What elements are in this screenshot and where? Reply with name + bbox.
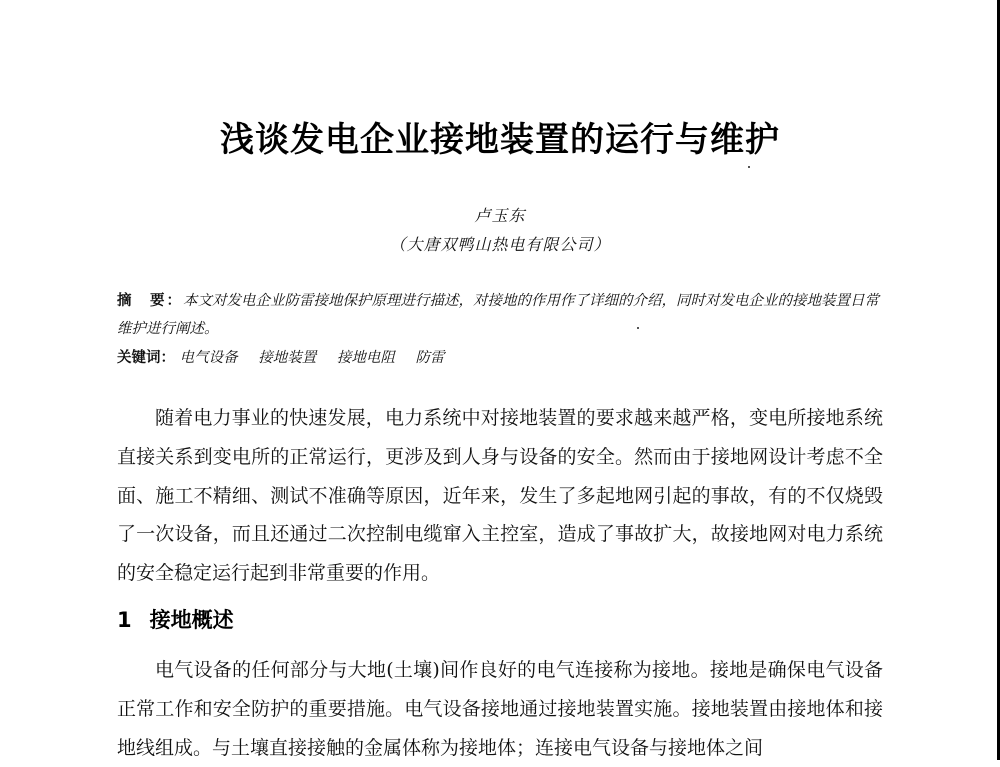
scan-speck [748, 166, 750, 168]
section-paragraph: 电气设备的任何部分与大地(土壤)间作良好的电气连接称为接地。接地是确保电气设备正常工作和安全防护的重要措施。电气设备接地通过接地装置实施。接地装置由接地体和接地线组成。与土壤直接接触的金属体称为接地体；连接电气设备与接地体之间 [117, 659, 883, 759]
section-title: 接地概述 [149, 608, 234, 632]
section-heading [117, 604, 234, 634]
intro-paragraph: 随着电力事业的快速发展，电力系统中对接地装置的要求越来越严格，变电所接地系统直接关系到变电所的正常运行，更涉及到人身与设备的安全。然而由于接地网设计考虑不全面、施工不精细、测试不准确等原因，近年来，发生了多起地网引起的事故，有的不仅烧毁了一次设备，而且还通过二次控制电缆窜入主控室，造成了事故扩大，故接地网对电力系统的安全稳定运行起到非常重要的作用。 [117, 407, 883, 585]
abstract-label: 摘 要： [117, 293, 183, 309]
section-number: 1 [117, 608, 132, 632]
keyword: 防雷 [415, 350, 445, 366]
keywords-label: 关键词： [117, 350, 175, 366]
paper-title: 浅谈发电企业接地装置的运行与维护 [220, 120, 780, 160]
abstract-text: 本文对发电企业防雷接地保护原理进行描述，对接地的作用作了详细的介绍，同时对发电企业的接地装置日常维护进行阐述。 [117, 293, 879, 337]
keyword: 电气设备 [179, 350, 238, 366]
keyword: 接地装置 [258, 350, 317, 366]
keywords [117, 344, 460, 372]
author-name: 卢玉东 [474, 206, 526, 225]
author-affiliation: （大唐双鸭山热电有限公司） [389, 235, 611, 254]
keyword: 接地电阻 [336, 350, 395, 366]
scan-speck [637, 327, 639, 329]
abstract [117, 287, 887, 343]
